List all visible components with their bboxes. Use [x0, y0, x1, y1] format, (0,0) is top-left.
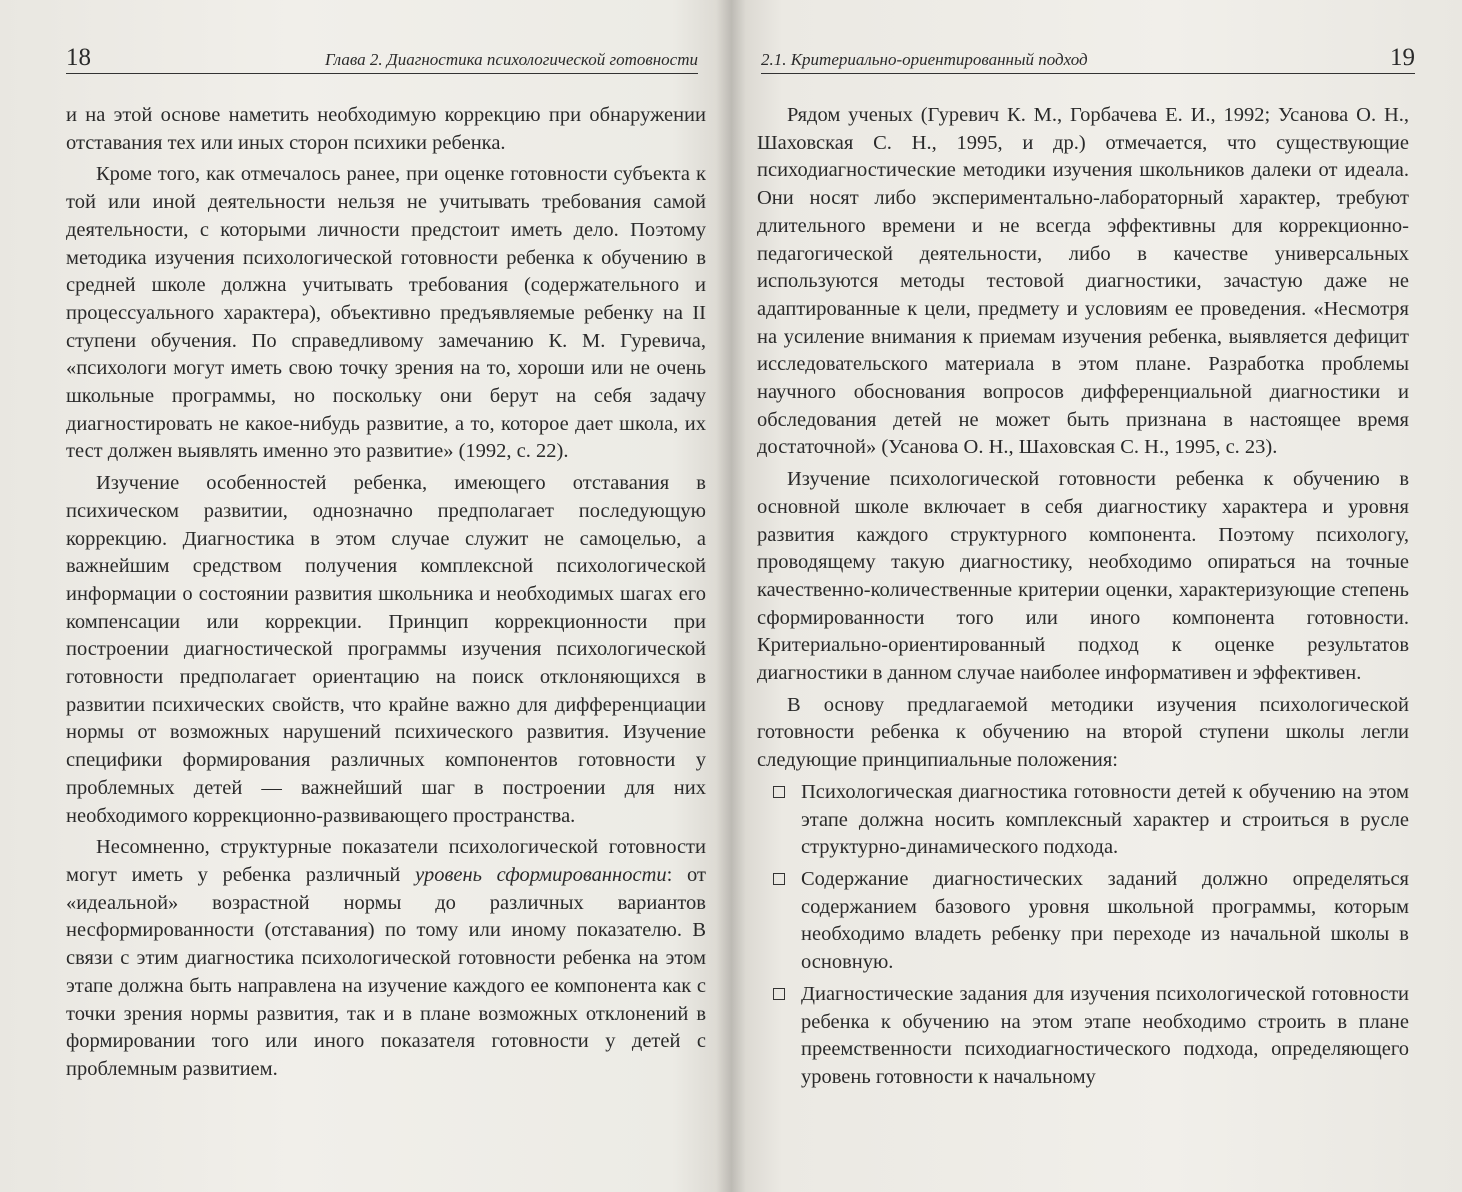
- right-paragraph-3: В основу предлагаемой методики изучения психологической готовности ребенка к обучению на второй ступени школы легли следующие принципиальные положения:: [757, 693, 1409, 772]
- right-paragraph-1: Рядом ученых (Гуревич К. М., Горбачева Е. И., 1992; Усанова О. Н., Шаховская С. Н., 1995, и др.) отмечается, что существующие психодиагностические методики изучения школьников далеки от идеала. Они носят либо экспериментально-лабораторный характер, требуют длительного времени и не всегда эффективны для коррекционно-педагогической деятельности, либо в качестве универсальных используются методы тестовой диагностики, зачастую даже не адаптированные к цели, предмету и условиям ее проведения. «Несмотря на усиление внимания к приемам изучения ребенка, выявляется дефицит исследовательского материала в этом плане. Разработка проблемы научного обоснования вопросов дифференциальной диагностики и обследования детей не может быть признана в настоящее время достаточной» (Усанова О. Н., Шаховская С. Н., 1995, с. 23).: [757, 104, 1409, 459]
- right-page-number: 19: [1390, 44, 1415, 71]
- list-item: [757, 866, 1409, 977]
- left-paragraph-1: и на этой основе наметить необходимую коррекцию при обнаружении отставания тех или иных сторон психики ребенка.: [66, 104, 706, 154]
- left-paragraph-3: Изучение особенностей ребенка, имеющего отставания в психическом развитии, однозначно предполагает последующую коррекцию. Диагностика в этом случае служит не самоцелью, а важнейшим средством получения комплексной психологической информации о состоянии развития школьника и необходимых шагах его компенсации или коррекции. Принцип коррекционности при построении диагностической программы изучения психологической готовности предполагает ориентацию на поиск отклоняющихся в развитии психических свойств, что крайне важно для дифференциации нормы от возможных нарушений психического развития. Изучение специфики формирования различных компонентов готовности у проблемных детей — важнейший шаг в построении для них необходимого коррекционно-развивающего пространства.: [66, 472, 706, 827]
- checkbox-bullet-icon: [773, 786, 785, 798]
- left-body-text: [66, 102, 706, 1088]
- book-gutter: [716, 0, 746, 1192]
- right-section-title: 2.1. Критериально-ориентированный подход: [761, 50, 1088, 69]
- list-item-text: Содержание диагностических заданий должно определяться содержанием базового уровня школьной программы, которым необходимо владеть ребенку при переходе из начальной школы в основную.: [801, 867, 1409, 974]
- right-page: [731, 0, 1462, 1192]
- checkbox-bullet-icon: [773, 873, 785, 885]
- left-paragraph-4-start: Несомненно, структурные показатели психологической готовности могут иметь у ребенка различный: [66, 836, 706, 886]
- left-page-number: 18: [66, 44, 91, 71]
- principles-list: [757, 779, 1409, 1092]
- left-paragraph-4-end: : от «идеальной» возрастной нормы до различных вариантов несформированности (отставания) по тому или иному показателю. В связи с этим диагностика психологической готовности ребенка на этом этапе должна быть направлена на изучение каждого ее компонента как с точки зрения нормы развития, так и в плане возможных отклонений в формировании того или иного показателя готовности у детей с проблемным развитием.: [66, 863, 706, 1080]
- left-paragraph-4: [66, 834, 706, 1083]
- right-body-text: [757, 102, 1409, 1096]
- left-paragraph-4-emphasis: уровень сформированности: [415, 863, 667, 886]
- right-running-head: [761, 44, 1415, 74]
- list-item-text: Диагностические задания для изучения психологической готовности ребенка к обучению на этом этапе необходимо строить в плане преемственности психодиагностического подхода, определяющего уровень готовности к начальному: [801, 982, 1409, 1088]
- right-paragraph-2: Изучение психологической готовности ребенка к обучению в основной школе включает в себя диагностику характера и уровня развития каждого структурного компонента. Поэтому психологу, проводящему такую диагностику, необходимо опираться на точные качественно-количественные критерии оценки, характеризующие степень сформированности того или иного компонента готовности. Критериально-ориентированный подход к оценке результатов диагностики в данном случае наиболее информативен и эффективен.: [757, 468, 1409, 685]
- list-item-text: Психологическая диагностика готовности детей к обучению на этом этапе должна носить комплексный характер и строиться в русле структурно-динамического подхода.: [801, 780, 1409, 859]
- list-item: [757, 779, 1409, 862]
- left-running-head: [66, 44, 698, 74]
- left-chapter-title: Глава 2. Диагностика психологической готовности: [325, 50, 698, 69]
- left-paragraph-2: Кроме того, как отмечалось ранее, при оценке готовности субъекта к той или иной деятельности нельзя не учитывать требования самой деятельности, с которыми личности предстоит иметь дело. Поэтому методика изучения психологической готовности ребенка к обучению в средней школе должна учитывать требования (содержательного и процессуального характера), объективно предъявляемые ребенку на II ступени обучения. По справедливому замечанию К. М. Гуревича, «психологи могут иметь свою точку зрения на то, хороши или не очень школьные программы, но поскольку они берут на себя задачу диагностировать не какое-нибудь развитие, а то, которое дает школа, их тест должен выявлять именно это развитие» (1992, с. 22).: [66, 163, 706, 463]
- checkbox-bullet-icon: [773, 988, 785, 1000]
- list-item: [757, 981, 1409, 1092]
